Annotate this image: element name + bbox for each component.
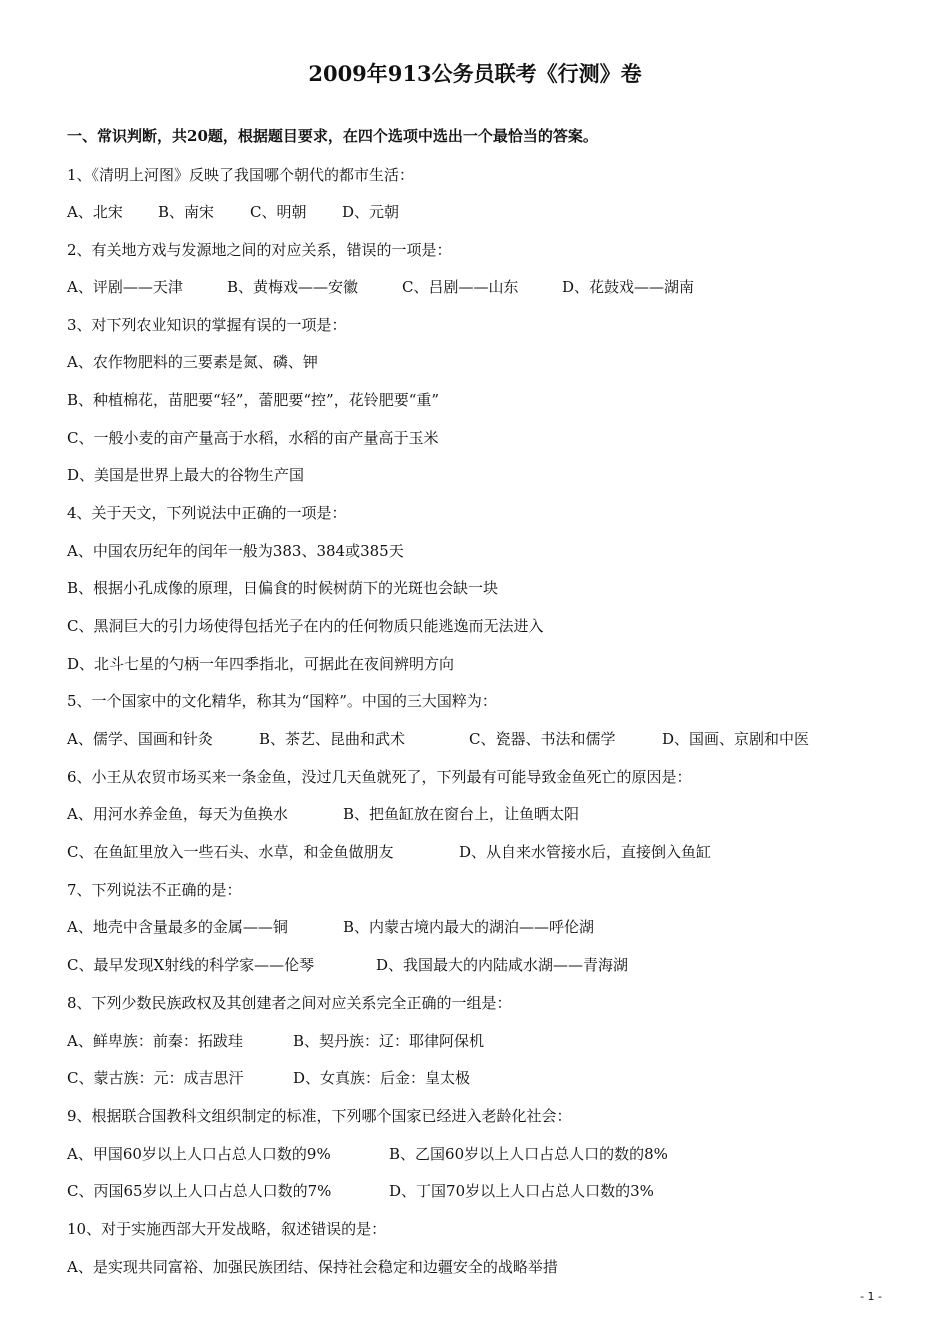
option-q7-b: B、内蒙古境内最大的湖泊——呼伦湖 <box>343 918 595 936</box>
question-stem-3: 3、对下列农业知识的掌握有误的一项是： <box>67 316 347 334</box>
option-q3-a: A、农作物肥料的三要素是氮、磷、钾 <box>67 353 318 371</box>
section-heading: 一、常识判断，共20题，根据题目要求，在四个选项中选出一个最恰当的答案。 <box>67 127 598 145</box>
option-q4-b: B、根据小孔成像的原理，日偏食的时候树荫下的光斑也会缺一块 <box>67 579 499 597</box>
question-stem-8: 8、下列少数民族政权及其创建者之间对应关系完全正确的一组是： <box>67 994 512 1012</box>
option-q3-b: B、种植棉花，苗肥要“轻”，蕾肥要“控”，花铃肥要“重” <box>67 391 440 409</box>
option-q2-b: B、黄梅戏——安徽 <box>227 278 359 296</box>
option-q4-c: C、黑洞巨大的引力场使得包括光子在内的任何物质只能逃逸而无法进入 <box>67 617 544 635</box>
option-q1-c: C、明朝 <box>250 203 307 221</box>
option-q8-b: B、契丹族：辽：耶律阿保机 <box>293 1032 485 1050</box>
option-q3-c: C、一般小麦的亩产量高于水稻，水稻的亩产量高于玉米 <box>67 429 439 447</box>
option-q5-b: B、茶艺、昆曲和武术 <box>259 730 406 748</box>
option-q8-a: A、鲜卑族：前秦：拓跋珪 <box>67 1032 243 1050</box>
option-q9-b: B、乙国60岁以上人口占总人口的数的8% <box>389 1145 668 1163</box>
option-q2-c: C、吕剧——山东 <box>402 278 519 296</box>
question-stem-7: 7、下列说法不正确的是： <box>67 881 242 899</box>
option-q8-d: D、女真族：后金：皇太极 <box>293 1069 471 1087</box>
option-q10-a: A、是实现共同富裕、加强民族团结、保持社会稳定和边疆安全的战略举措 <box>67 1258 558 1276</box>
question-stem-9: 9、根据联合国教科文组织制定的标准，下列哪个国家已经进入老龄化社会： <box>67 1107 572 1125</box>
option-q9-d: D、丁国70岁以上人口占总人口数的3% <box>389 1182 654 1200</box>
option-q2-d: D、花鼓戏——湖南 <box>562 278 695 296</box>
question-stem-2: 2、有关地方戏与发源地之间的对应关系，错误的一项是： <box>67 241 452 259</box>
question-stem-10: 10、对于实施西部大开发战略，叙述错误的是： <box>67 1220 387 1238</box>
question-stem-6: 6、小王从农贸市场买来一条金鱼，没过几天鱼就死了，下列最有可能导致金鱼死亡的原因是： <box>67 768 692 786</box>
option-q8-c: C、蒙古族：元：成吉思汗 <box>67 1069 244 1087</box>
page-number: - 1 - <box>860 1290 882 1303</box>
option-q6-b: B、把鱼缸放在窗台上，让鱼晒太阳 <box>343 805 580 823</box>
question-stem-4: 4、关于天文，下列说法中正确的一项是： <box>67 504 347 522</box>
option-q5-d: D、国画、京剧和中医 <box>662 730 810 748</box>
option-q6-c: C、在鱼缸里放入一些石头、水草，和金鱼做朋友 <box>67 843 394 861</box>
option-q2-a: A、评剧——天津 <box>67 278 183 296</box>
option-q9-c: C、丙国65岁以上人口占总人口数的7% <box>67 1182 332 1200</box>
option-q6-d: D、从自来水管接水后，直接倒入鱼缸 <box>459 843 712 861</box>
option-q9-a: A、甲国60岁以上人口占总人口数的9% <box>67 1145 331 1163</box>
option-q5-a: A、儒学、国画和针灸 <box>67 730 213 748</box>
option-q1-d: D、元朝 <box>342 203 400 221</box>
option-q6-a: A、用河水养金鱼，每天为鱼换水 <box>67 805 288 823</box>
question-stem-1: 1、《清明上河图》反映了我国哪个朝代的都市生活： <box>67 166 415 184</box>
option-q7-a: A、地壳中含量最多的金属——铜 <box>67 918 288 936</box>
option-q3-d: D、美国是世界上最大的谷物生产国 <box>67 466 305 484</box>
option-q4-d: D、北斗七星的勺柄一年四季指北，可据此在夜间辨明方向 <box>67 655 455 673</box>
option-q7-d: D、我国最大的内陆咸水湖——青海湖 <box>376 956 629 974</box>
option-q1-a: A、北宋 <box>67 203 123 221</box>
question-stem-5: 5、一个国家中的文化精华，称其为“国粹”。中国的三大国粹为： <box>67 692 497 710</box>
option-q1-b: B、南宋 <box>158 203 215 221</box>
option-q7-c: C、最早发现X射线的科学家——伦琴 <box>67 956 315 974</box>
option-q4-a: A、中国农历纪年的闰年一般为383、384或385天 <box>67 542 404 560</box>
option-q5-c: C、瓷器、书法和儒学 <box>469 730 616 748</box>
page-title: 2009年913公务员联考《行测》卷 <box>308 61 642 86</box>
